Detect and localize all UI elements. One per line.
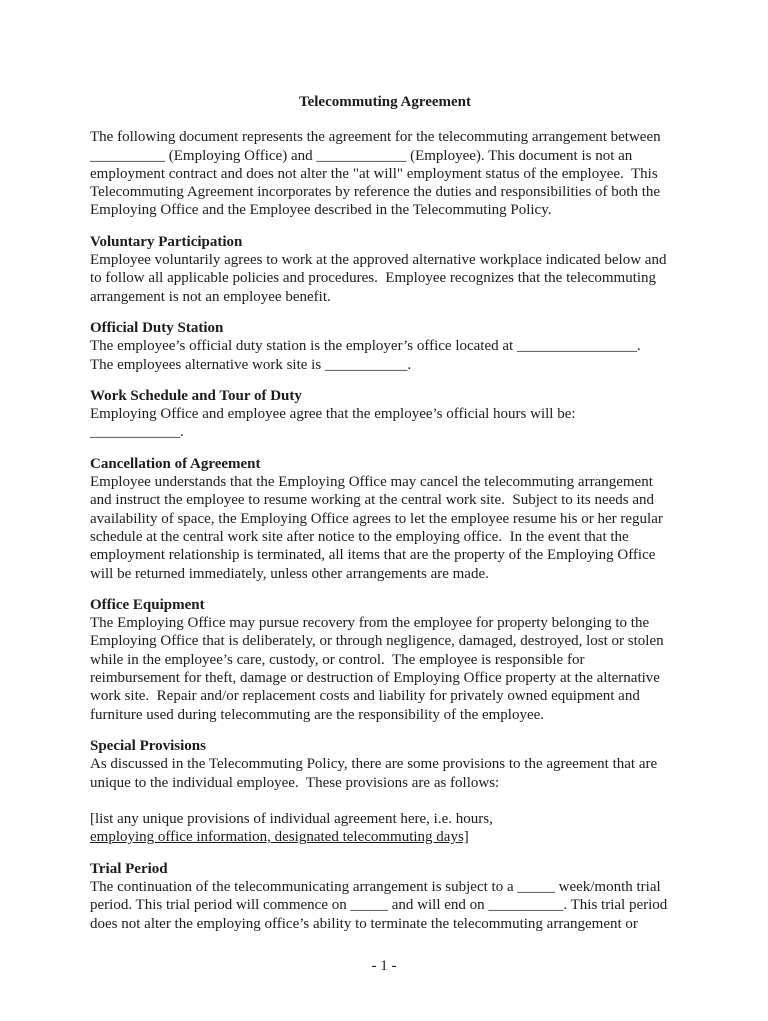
text-line: __________ (Employing Office) and ____________ (Employee). This document is not an bbox=[90, 147, 633, 164]
text-line: availability of space, the Employing Office agrees to let the employee resume his or her regular bbox=[90, 510, 663, 527]
document-content bbox=[90, 93, 680, 946]
text-line: will be returned immediately, unless other arrangements are made. bbox=[90, 565, 489, 582]
text-line: work site. Repair and/or replacement costs and liability for privately owned equipment and bbox=[90, 688, 640, 705]
text-line: does not alter the employing office’s ability to terminate the telecommuting arrangement or bbox=[90, 915, 638, 932]
text-line: ____________. bbox=[90, 424, 184, 441]
text-line: period. This trial period will commence on _____ and will end on __________. This trial period bbox=[90, 897, 668, 914]
section bbox=[90, 387, 680, 442]
section bbox=[90, 128, 680, 219]
text-line: Employing Office that is deliberately, or through negligence, damaged, destroyed, lost or stolen bbox=[90, 633, 664, 650]
text-line: arrangement is not an employee benefit. bbox=[90, 288, 331, 305]
text-line: employing office information, designated telecommuting days] bbox=[90, 829, 469, 846]
text-line: employment relationship is terminated, all items that are the property of the Employing Office bbox=[90, 547, 656, 564]
section-heading: Voluntary Participation bbox=[90, 233, 243, 250]
section-heading: Cancellation of Agreement bbox=[90, 455, 261, 472]
text-line: The continuation of the telecommunicating arrangement is subject to a _____ week/month trial bbox=[90, 878, 661, 895]
text-line: The employees alternative work site is ___________. bbox=[90, 356, 412, 373]
section bbox=[90, 233, 680, 306]
section bbox=[90, 319, 680, 374]
section-heading: Official Duty Station bbox=[90, 319, 224, 336]
section bbox=[90, 860, 680, 933]
text-line: Employing Office and the Employee described in the Telecommuting Policy. bbox=[90, 202, 552, 219]
text-line: The employee’s official duty station is the employer’s office located at ________________. bbox=[90, 338, 641, 355]
text-line: Employing Office and employee agree that the employee’s official hours will be: bbox=[90, 406, 576, 423]
section-heading: Trial Period bbox=[90, 860, 168, 877]
section-heading: Special Provisions bbox=[90, 737, 206, 754]
text-line: furniture used during telecommuting are the responsibility of the employee. bbox=[90, 706, 545, 723]
text-line: The following document represents the agreement for the telecommuting arrangement between bbox=[90, 129, 661, 146]
text-line: schedule at the central work site after notice to the employing office. In the event that the bbox=[90, 528, 629, 545]
text-line: Telecommuting Agreement incorporates by reference the duties and responsibilities of both the bbox=[90, 184, 661, 201]
text-line: while in the employee’s care, custody, or control. The employee is responsible for bbox=[90, 651, 585, 668]
section bbox=[90, 596, 680, 724]
section-heading: Work Schedule and Tour of Duty bbox=[90, 387, 302, 404]
page-title: Telecommuting Agreement bbox=[298, 94, 472, 110]
text-line: employment contract and does not alter the "at will" employment status of the employee. This bbox=[90, 165, 658, 182]
text-line: unique to the individual employee. These provisions are as follows: bbox=[90, 774, 500, 791]
text-line: Employee voluntarily agrees to work at the approved alternative workplace indicated below and bbox=[90, 252, 667, 269]
page-number: - 1 - bbox=[371, 958, 397, 974]
text-line: and instruct the employee to resume working at the central work site. Subject to its needs and bbox=[90, 492, 655, 509]
section bbox=[90, 455, 680, 583]
text-line: The Employing Office may pursue recovery from the employee for property belonging to the bbox=[90, 615, 650, 632]
text-line bbox=[90, 792, 680, 810]
section bbox=[90, 737, 680, 847]
section-heading: Office Equipment bbox=[90, 596, 205, 613]
document-body bbox=[90, 128, 680, 933]
text-line: Employee understands that the Employing Office may cancel the telecommuting arrangement bbox=[90, 474, 653, 491]
text-line: reimbursement for theft, damage or destruction of Employing Office property at the alternative bbox=[90, 670, 660, 687]
text-line: [list any unique provisions of individual agreement here, i.e. hours, bbox=[90, 811, 493, 828]
text-line: to follow all applicable policies and procedures. Employee recognizes that the telecommuting bbox=[90, 270, 657, 287]
text-line: As discussed in the Telecommuting Policy, there are some provisions to the agreement that are bbox=[90, 756, 658, 773]
